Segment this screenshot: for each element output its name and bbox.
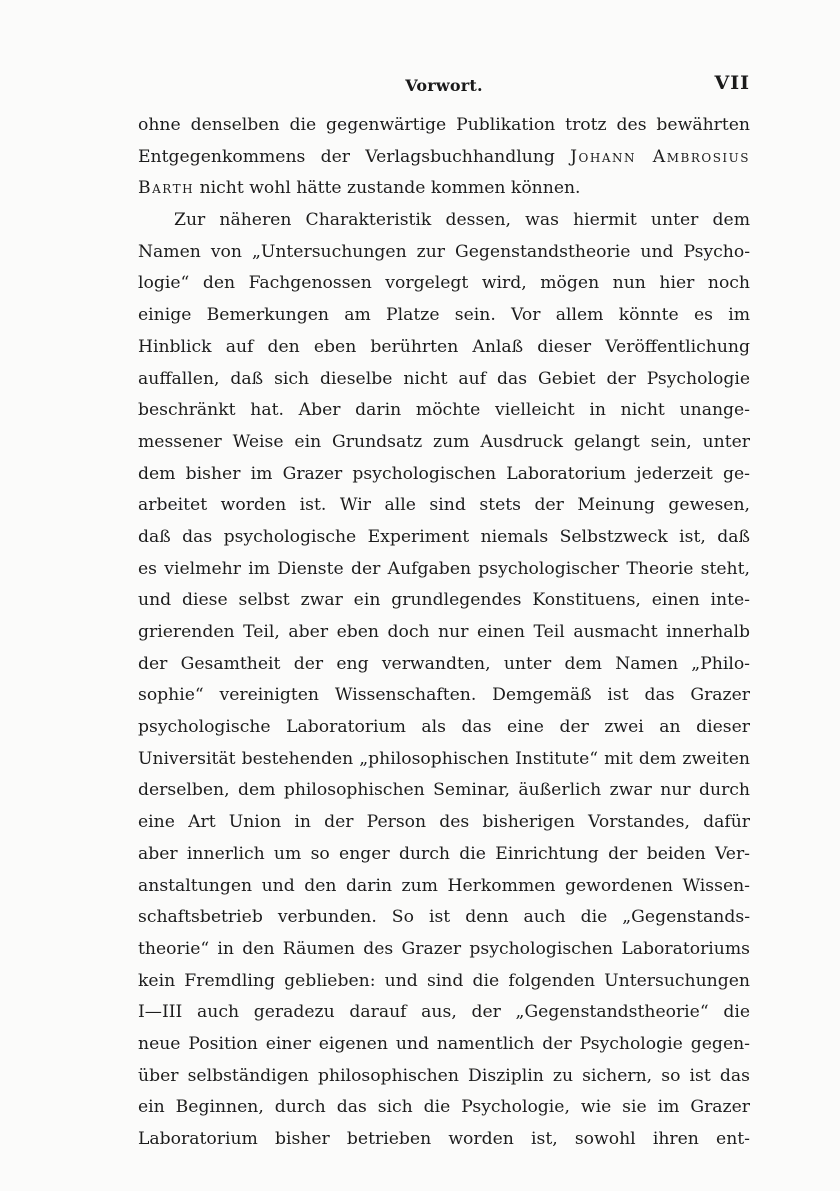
text-line <box>138 142 750 174</box>
text-line: grierenden Teil, aber eben doch nur einen Teil ausmacht innerhalb <box>138 622 750 642</box>
text-line: ein Beginnen, durch das sich die Psychologie, wie sie im Grazer <box>138 1097 750 1118</box>
text-line: sophie“ vereinigten Wissenschaften. Demgemäß ist das Grazer <box>138 685 750 706</box>
text-line: beschränkt hat. Aber darin möchte vielleicht in nicht unange- <box>138 400 750 421</box>
text-line: über selbständigen philosophischen Disziplin zu sichern, so ist das <box>138 1065 750 1086</box>
text-line: theorie“ in den Räumen des Grazer psychologischen Laboratoriums <box>138 938 750 959</box>
text-line: kein Fremdling geblieben: und sind die folgenden Untersuchungen <box>138 970 750 991</box>
text-line: Hinblick auf den eben berührten Anlaß dieser Veröffentlichung <box>138 336 750 357</box>
text-line: Zur näheren Charakteristik dessen, was hiermit unter dem <box>174 210 750 231</box>
text-line: daß das psychologische Experiment niemals Selbstzweck ist, daß <box>138 526 750 547</box>
text-line: ohne denselben die gegenwärtige Publikation trotz des bewährten <box>138 115 750 135</box>
text-line: anstaltungen und den darin zum Herkommen gewordenen Wissen- <box>138 875 750 896</box>
text-line: Namen von „Untersuchungen zur Gegenstandstheorie und Psycho- <box>138 241 750 262</box>
text-line: neue Position einer eigenen und namentlich der Psychologie gegen- <box>138 1033 750 1054</box>
text-line: der Gesamtheit der eng verwandten, unter dem Namen „Philo- <box>138 653 750 674</box>
text-line: eine Art Union in der Person des bisherigen Vorstandes, dafür <box>138 812 750 833</box>
publisher-name: Barth <box>138 178 195 199</box>
text-line: es vielmehr im Dienste der Aufgaben psychologischer Theorie steht, <box>138 558 750 579</box>
publisher-name: Johann Ambrosius <box>570 146 750 167</box>
text-line <box>138 173 750 205</box>
text-line: schaftsbetrieb verbunden. So ist denn auch die „Gegenstands- <box>138 907 750 928</box>
body-text <box>138 110 750 1156</box>
text-line: derselben, dem philosophischen Seminar, äußerlich zwar nur durch <box>138 780 750 801</box>
text-segment: nicht wohl hätte zustande kommen können. <box>199 178 581 199</box>
text-line: Laboratorium bisher betrieben worden ist, sowohl ihren ent- <box>138 1129 750 1149</box>
text-line: einige Bemerkungen am Platze sein. Vor allem könnte es im <box>138 305 750 326</box>
running-header-title: Vorwort. <box>405 76 483 95</box>
text-segment: Entgegenkommens der Verlagsbuchhandlung <box>138 146 555 167</box>
text-line: aber innerlich um so enger durch die Einrichtung der beiden Ver- <box>138 843 750 864</box>
text-line: I—III auch geradezu darauf aus, der „Gegenstandstheorie“ die <box>138 1002 750 1023</box>
text-line: messener Weise ein Grundsatz zum Ausdruck gelangt sein, unter <box>138 431 750 452</box>
text-line: und diese selbst zwar ein grundlegendes Konstituens, einen inte- <box>138 590 750 611</box>
text-line: auffallen, daß sich dieselbe nicht auf das Gebiet der Psychologie <box>138 368 750 389</box>
running-header <box>138 70 750 100</box>
text-line: logie“ den Fachgenossen vorgelegt wird, mögen nun hier noch <box>138 273 750 294</box>
text-line: dem bisher im Grazer psychologischen Laboratorium jederzeit ge- <box>138 463 750 484</box>
text-line: arbeitet worden ist. Wir alle sind stets der Meinung gewesen, <box>138 495 750 516</box>
page-number: VII <box>714 72 750 94</box>
text-line: psychologische Laboratorium als das eine der zwei an dieser <box>138 717 750 738</box>
text-line: Universität bestehenden „philosophischen Institute“ mit dem zweiten <box>138 748 750 769</box>
